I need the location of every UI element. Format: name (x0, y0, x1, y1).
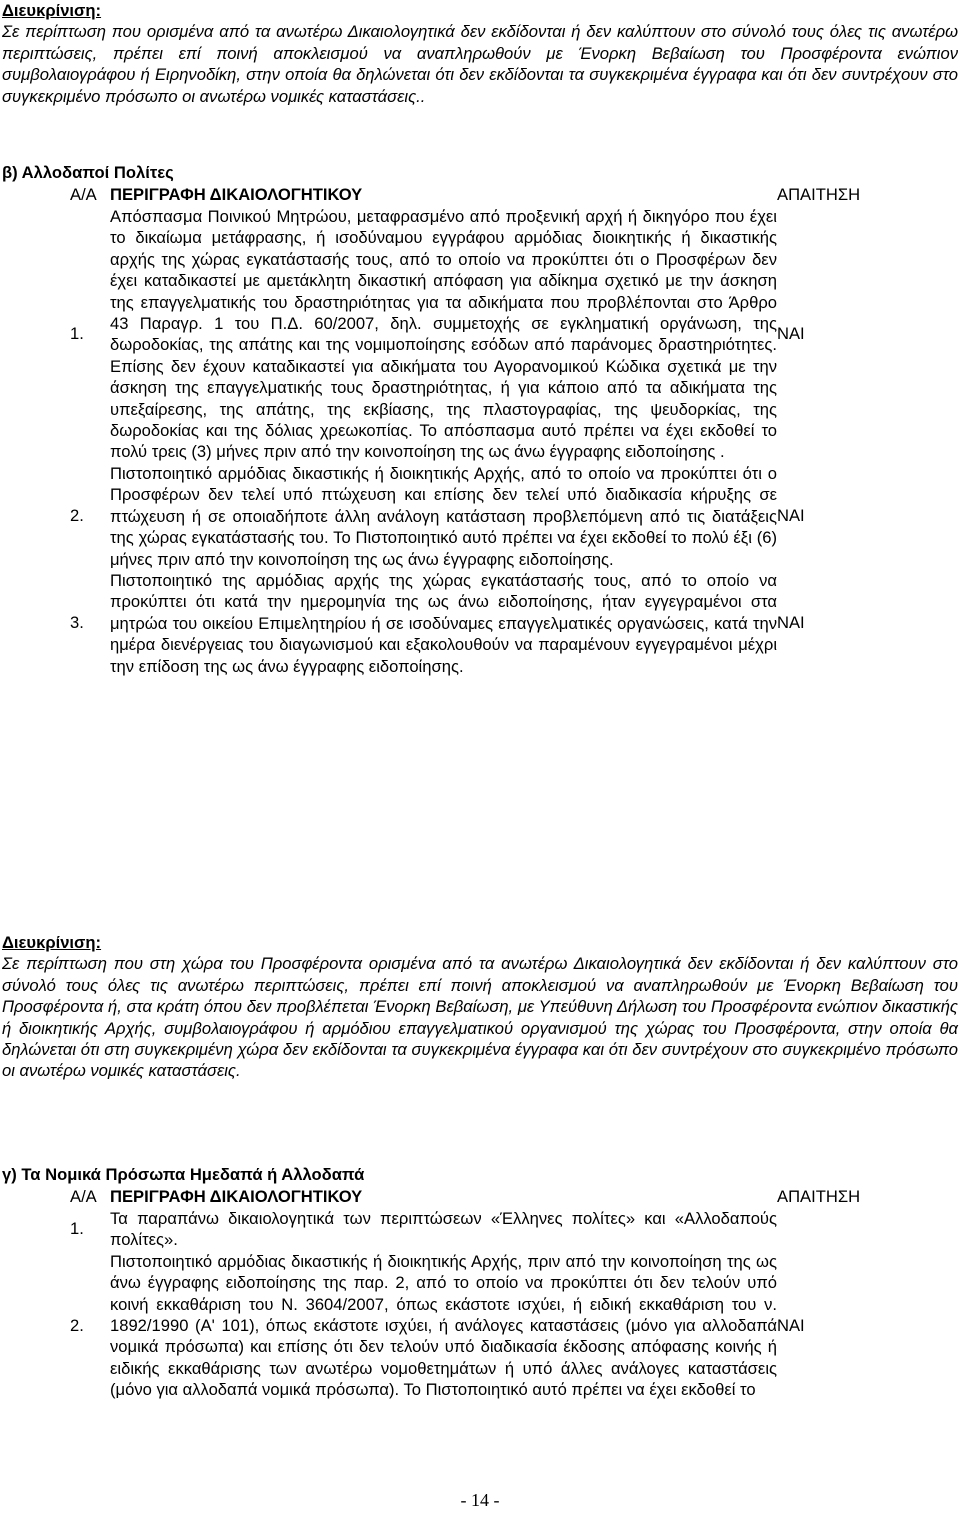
clarification-2 (2, 932, 958, 1082)
section-b-table (70, 184, 887, 677)
section-c (2, 1164, 958, 1401)
table-row (70, 206, 887, 463)
row-requirement: ΝΑΙ (777, 324, 805, 344)
row-requirement (777, 1208, 887, 1251)
row-description: Απόσπασμα Ποινικού Μητρώου, μεταφρασμένο από προξενική αρχή ή δικηγόρο που έχει το δικαίωμα μετάφρασης, ή ισοδύναμου εγγράφου αρμόδιας διοικητικής ή δικαστικής αρχής της χώρας εγκατάστασής τους, από το οποίο να προκύπτει ότι ο Προσφέρων δεν έχει καταδικαστεί με αμετάκλητη δικαστική απόφαση για αδίκημα σχετικό με την άσκηση της επαγγελματικής του δραστηριότητας για τα αδικήματα που προβλέπονται στο Άρθρο 43 Παραγρ. 1 του Π.Δ. 60/2007, δηλ. συμμετοχής σε εγκληματική οργάνωση, της δωροδοκίας, της απάτης και της νομιμοποίησης εσόδων από παράνομες δραστηριότητες. Επίσης δεν έχουν καταδικαστεί για αδικήματα του Αγορανομικού Κώδικα σχετικά με την άσκηση της επαγγελματικής τους δραστηριότητας, ή για κάποιο από τα αδικήματα της υπεξαίρεσης, της απάτης, της εκβίασης, της πλαστογραφίας, της ψευδορκίας, της δωροδοκίας και της δόλιας χρεωκοπίας. Το απόσπασμα αυτό πρέπει να έχει εκδοθεί το πολύ τρεις (3) μήνες πριν από την κοινοποίηση της ως άνω έγγραφης ειδοποίησης . (110, 207, 777, 462)
section-c-table (70, 1186, 887, 1401)
row-requirement: ΝΑΙ (777, 613, 805, 633)
table-row (70, 570, 887, 677)
table-row (70, 463, 887, 570)
col-desc-header: ΠΕΡΙΓΡΑΦΗ ΔΙΚΑΙΟΛΟΓΗΤΙΚΟΥ (110, 185, 363, 204)
row-description: Πιστοποιητικό της αρμόδιας αρχής της χώρας εγκατάστασής τους, από το οποίο να προκύπτει ότι κατά την ημερομηνία της ως άνω ειδοποίησης, ήταν εγγεγραμένοι στα μητρώα του οικείου Επιμελητηρίου ή σε ισοδύναμες επαγγελματικές οργανώσεις, κατά την ημέρα διενέργειας του διαγωνισμού και εξακολουθούν να παραμένουν εγγεγραμένοι μέχρι την επίδοση της ως άνω έγγραφης ειδοποίησης. (110, 570, 777, 676)
clarification-2-heading: Διευκρίνιση: (2, 933, 102, 952)
section-b-title: β) Αλλοδαποί Πολίτες (2, 163, 174, 182)
col-num-header: Α/Α (70, 1187, 97, 1206)
table-row (70, 1251, 887, 1401)
page-number: - 14 - (460, 1490, 500, 1510)
clarification-2-text: Σε περίπτωση που στη χώρα του Προσφέροντα ορισμένα από τα ανωτέρω Δικαιολογητικά δεν εκδίδονται ή δεν καλύπτουν στο σύνολό τους όλες τις ανωτέρω περιπτώσεις, πρέπει επί ποινή αποκλεισμού να αναπληρωθούν με Ένορκη Βεβαίωση του Προσφέροντα ή, στα κράτη όπου δεν προβλέπεται Ένορκη Βεβαίωση, με Υπεύθυνη Δήλωση του Προσφέροντα ενώπιον δικαστικής ή διοικητικής Αρχής, συμβολαιογράφου ή αρμόδιου επαγγελματικού οργανισμού της χώρας του Προσφέροντα, στην οποία θα δηλώνεται ότι στη συγκεκριμένη χώρα δεν εκδίδονται τα συγκεκριμένα έγγραφα και ότι δεν συντρέχουν στο συγκεκριμένο πρόσωπο οι ανωτέρω νομικές καταστάσεις. (2, 954, 958, 1081)
col-num-header: Α/Α (70, 185, 97, 204)
row-requirement: ΝΑΙ (777, 506, 805, 526)
row-number: 2. (70, 1315, 84, 1335)
clarification-1 (2, 0, 958, 107)
section-c-header-row (70, 1186, 887, 1208)
row-number: 1. (70, 324, 84, 344)
clarification-1-heading: Διευκρίνιση: (2, 1, 102, 20)
row-number: 1. (70, 1219, 84, 1239)
table-row (70, 1208, 887, 1251)
col-req-header: ΑΠΑΙΤΗΣΗ (777, 1187, 861, 1206)
row-requirement: ΝΑΙ (777, 1315, 805, 1335)
col-req-header: ΑΠΑΙΤΗΣΗ (777, 185, 861, 204)
row-description: Πιστοποιητικό αρμόδιας δικαστικής ή διοικητικής Αρχής, από το οποίο να προκύπτει ότι ο Προσφέρων δεν τελεί υπό πτώχευση και επίσης δεν τελεί υπό διαδικασία κήρυξης σε πτώχευση ή σε οποιαδήποτε άλλη ανάλογη κατάσταση προβλεπόμενη από τις διατάξεις της χώρας εγκατάστασής του. Το Πιστοποιητικό αυτό πρέπει να έχει εκδοθεί το πολύ έξι (6) μήνες πριν από την κοινοποίηση της ως άνω έγγραφης ειδοποίησης. (110, 463, 777, 569)
col-desc-header: ΠΕΡΙΓΡΑΦΗ ΔΙΚΑΙΟΛΟΓΗΤΙΚΟΥ (110, 1187, 363, 1206)
section-b (2, 162, 958, 677)
row-description: Πιστοποιητικό αρμόδιας δικαστικής ή διοικητικής Αρχής, πριν από την κοινοποίηση της ως άνω έγγραφης ειδοποίησης της παρ. 2, από το οποίο να προκύπτει ότι δεν τελούν υπό κοινή εκκαθάριση του Ν. 3604/2007, όπως εκάστοτε ισχύει, ή ειδική εκκαθάριση του ν. 1892/1990 (Α' 101), όπως εκάστοτε ισχύει, ή ανάλογες καταστάσεις (μόνο για αλλοδαπά νομικά πρόσωπα) και επίσης ότι δεν τελούν υπό διαδικασία έκδοσης απόφασης κοινής ή ειδικής εκκαθάρισης των ανωτέρω νομοθετημάτων ή υπό άλλες ανάλογες καταστάσεις (μόνο για αλλοδαπά νομικά πρόσωπα). Το Πιστοποιητικό αυτό πρέπει να έχει εκδοθεί το (110, 1251, 777, 1400)
section-b-header-row (70, 184, 887, 206)
clarification-1-text: Σε περίπτωση που ορισμένα από τα ανωτέρω Δικαιολογητικά δεν εκδίδονται ή δεν καλύπτουν στο σύνολό τους όλες τις ανωτέρω περιπτώσεις, πρέπει επί ποινή αποκλεισμού να αναπληρωθούν με Ένορκη Βεβαίωση του Προσφέροντα ενώπιον συμβολαιογράφου ή Ειρηνοδίκη, στην οποία θα δηλώνεται ότι δεν εκδίδονται τα συγκεκριμένα έγγραφα και ότι δεν συντρέχουν στο συγκεκριμένο πρόσωπο οι ανωτέρω νομικές καταστάσεις.. (2, 22, 958, 106)
row-description: Τα παραπάνω δικαιολογητικά των περιπτώσεων «Έλληνες πολίτες» και «Αλλοδαπούς πολίτες». (110, 1209, 777, 1250)
row-number: 2. (70, 506, 84, 526)
section-c-title: γ) Τα Νομικά Πρόσωπα Ημεδαπά ή Αλλοδαπά (2, 1165, 365, 1184)
row-number: 3. (70, 613, 84, 633)
